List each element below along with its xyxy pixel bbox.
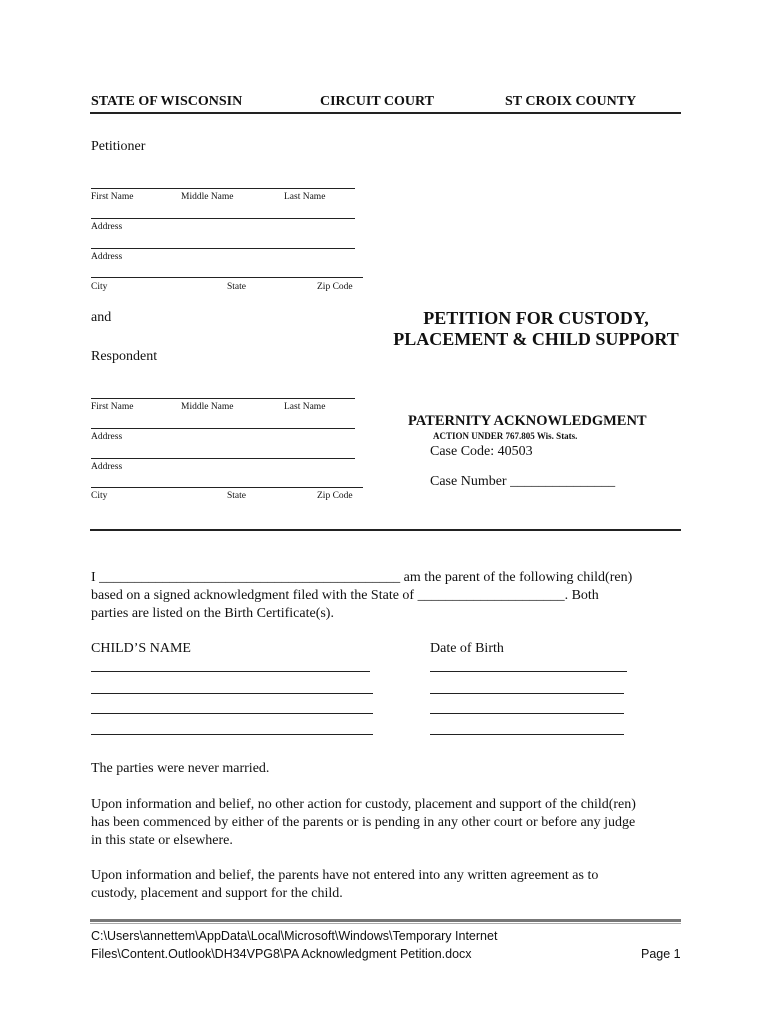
petitioner-last-name-label: Last Name: [284, 192, 326, 202]
child-name-header: CHILD’S NAME: [91, 641, 191, 656]
petitioner-address2-label: Address: [91, 252, 123, 262]
petitioner-zip-label: Zip Code: [317, 282, 353, 292]
case-number-field[interactable]: Case Number _______________: [430, 474, 616, 489]
header-rule: [90, 112, 681, 114]
and-label: and: [91, 310, 112, 325]
child-name-line[interactable]: [91, 693, 373, 694]
footer-rule-thin: [90, 923, 681, 924]
respondent-last-name-label: Last Name: [284, 402, 326, 412]
child-name-line[interactable]: [91, 734, 373, 735]
child-dob-line[interactable]: [430, 693, 624, 694]
child-dob-line[interactable]: [430, 671, 627, 672]
petitioner-city-line[interactable]: [91, 277, 363, 278]
respondent-city-label: City: [91, 491, 108, 501]
respondent-city-line[interactable]: [91, 487, 363, 488]
petitioner-first-name-label: First Name: [91, 192, 134, 202]
petitioner-name-line[interactable]: [91, 188, 355, 189]
paternity-heading: PATERNITY ACKNOWLEDGMENT: [408, 413, 647, 429]
no-action-line1: Upon information and belief, no other action for custody, placement and support of the child(ren): [91, 797, 636, 812]
petitioner-address2-line[interactable]: [91, 248, 355, 249]
date-of-birth-header: Date of Birth: [430, 641, 504, 656]
respondent-zip-label: Zip Code: [317, 491, 353, 501]
petitioner-city-label: City: [91, 282, 108, 292]
child-dob-line[interactable]: [430, 713, 624, 714]
respondent-address2-line[interactable]: [91, 458, 355, 459]
petitioner-address1-line[interactable]: [91, 218, 355, 219]
petition-title-line1: PETITION FOR CUSTODY,: [423, 308, 649, 328]
paternity-action: ACTION UNDER 767.805 Wis. Stats.: [433, 431, 578, 441]
statement-line1[interactable]: I ___________________________________________ am the parent of the following child(ren): [91, 570, 633, 585]
child-name-line[interactable]: [91, 713, 373, 714]
no-action-line3: in this state or elsewhere.: [91, 833, 233, 848]
child-name-line[interactable]: [91, 671, 370, 672]
petitioner-address1-label: Address: [91, 222, 123, 232]
respondent-address2-label: Address: [91, 462, 123, 472]
footer-path-line2: Files\Content.Outlook\DH34VPG8\PA Acknowledgment Petition.docx: [91, 947, 472, 961]
respondent-address1-line[interactable]: [91, 428, 355, 429]
petitioner-state-label: State: [227, 282, 246, 292]
page-number: Page 1: [641, 947, 681, 961]
no-agreement-line1: Upon information and belief, the parents have not entered into any written agreement as to: [91, 868, 599, 883]
respondent-state-label: State: [227, 491, 246, 501]
no-agreement-line2: custody, placement and support for the child.: [91, 886, 343, 901]
petitioner-heading: Petitioner: [91, 139, 146, 154]
child-dob-line[interactable]: [430, 734, 624, 735]
statement-line2[interactable]: based on a signed acknowledgment filed with the State of _____________________. Both: [91, 588, 599, 603]
state-label: STATE OF WISCONSIN: [91, 94, 243, 109]
never-married-text: The parties were never married.: [91, 761, 270, 776]
footer-path-line1: C:\Users\annettem\AppData\Local\Microsoft\Windows\Temporary Internet: [91, 929, 498, 943]
case-code: Case Code: 40503: [430, 444, 533, 459]
county-label: ST CROIX COUNTY: [505, 94, 637, 109]
respondent-name-line[interactable]: [91, 398, 355, 399]
statement-line3: parties are listed on the Birth Certificate(s).: [91, 606, 334, 621]
respondent-middle-name-label: Middle Name: [181, 402, 234, 412]
section-rule: [90, 529, 681, 531]
no-action-line2: has been commenced by either of the parents or is pending in any other court or before any judge: [91, 815, 636, 830]
respondent-address1-label: Address: [91, 432, 123, 442]
petitioner-middle-name-label: Middle Name: [181, 192, 234, 202]
respondent-first-name-label: First Name: [91, 402, 134, 412]
court-label: CIRCUIT COURT: [320, 94, 434, 109]
footer-rule: [90, 919, 681, 922]
respondent-heading: Respondent: [91, 349, 158, 364]
petition-title-line2: PLACEMENT & CHILD SUPPORT: [393, 329, 679, 349]
